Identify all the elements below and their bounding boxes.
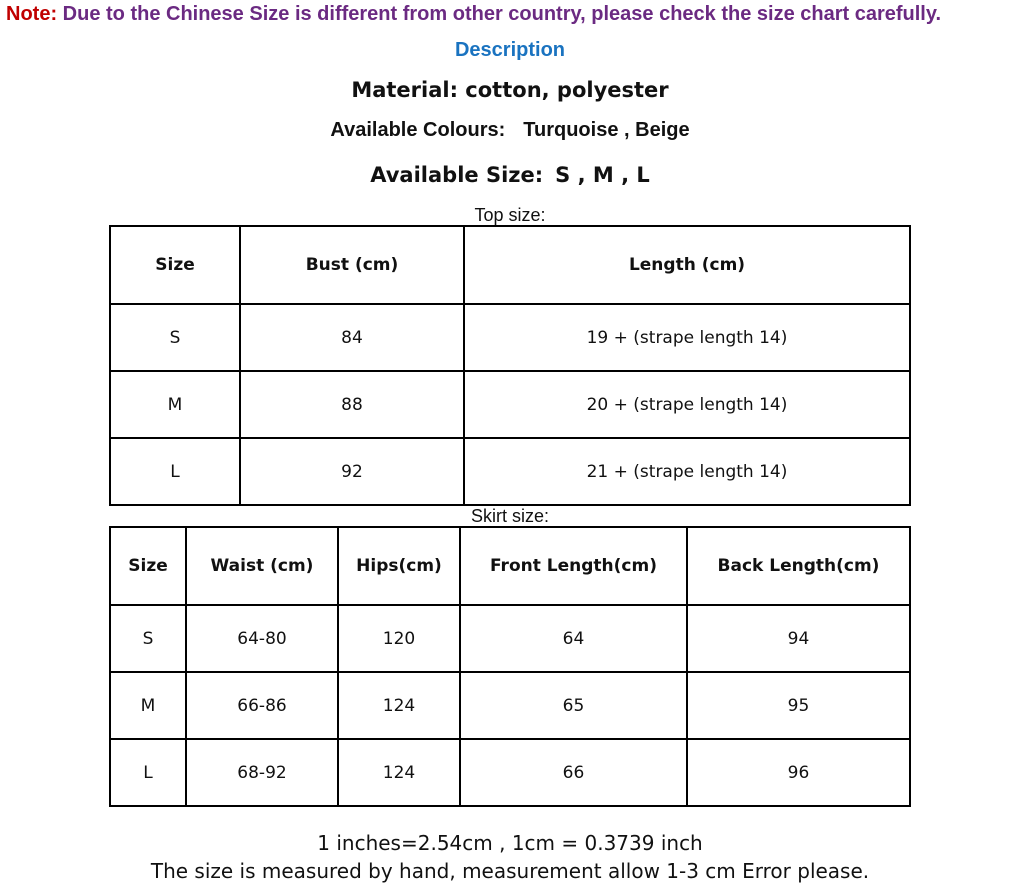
skirt-size-table	[109, 526, 911, 807]
material-line: Material: cotton, polyester	[351, 78, 669, 102]
table-cell: 65	[460, 672, 687, 739]
table-cell: 92	[240, 438, 464, 505]
size-value: S , M , L	[555, 163, 650, 187]
table-row	[110, 438, 910, 505]
table-cell: S	[110, 605, 186, 672]
note-label: Note:	[6, 3, 58, 25]
column-header: Front Length(cm)	[460, 527, 687, 605]
column-header: Bust (cm)	[240, 226, 464, 304]
table-row	[110, 739, 910, 806]
column-header: Size	[110, 527, 186, 605]
table-row	[110, 605, 910, 672]
table-cell: 95	[687, 672, 910, 739]
size-note	[6, 2, 1026, 26]
table-cell: 120	[338, 605, 460, 672]
description-title: Description	[454, 39, 566, 61]
column-header: Hips(cm)	[338, 527, 460, 605]
colours-line	[0, 118, 1020, 142]
column-header: Waist (cm)	[186, 527, 338, 605]
table-cell: 96	[687, 739, 910, 806]
table-cell: 124	[338, 739, 460, 806]
table-cell: L	[110, 739, 186, 806]
table-cell: 64	[460, 605, 687, 672]
table-cell: M	[110, 672, 186, 739]
size-label: Available Size:	[370, 163, 544, 187]
table-cell: 94	[687, 605, 910, 672]
note-text: Due to the Chinese Size is different from other country, please check the size chart carefully.	[62, 3, 942, 25]
table-cell: 21 + (strape length 14)	[464, 438, 910, 505]
skirt-size-caption: Skirt size:	[470, 506, 549, 526]
table-row	[110, 371, 910, 438]
conversion-note: 1 inches=2.54cm , 1cm = 0.3739 inch	[317, 831, 703, 855]
table-row	[110, 304, 910, 371]
table-cell: 20 + (strape length 14)	[464, 371, 910, 438]
table-cell: 66-86	[186, 672, 338, 739]
table-cell: S	[110, 304, 240, 371]
table-cell: 64-80	[186, 605, 338, 672]
colours-label: Available Colours:	[330, 119, 506, 141]
table-cell: 66	[460, 739, 687, 806]
table-cell: L	[110, 438, 240, 505]
table-row	[110, 672, 910, 739]
colours-value: Turquoise , Beige	[523, 119, 690, 141]
table-cell: 84	[240, 304, 464, 371]
table-header-row	[110, 527, 910, 605]
available-size-line	[0, 162, 1020, 188]
top-size-caption: Top size:	[474, 205, 546, 225]
table-cell: 68-92	[186, 739, 338, 806]
table-header-row	[110, 226, 910, 304]
table-cell: 19 + (strape length 14)	[464, 304, 910, 371]
top-size-table	[109, 225, 911, 506]
tolerance-note: The size is measured by hand, measurement allow 1-3 cm Error please.	[150, 859, 870, 883]
table-cell: 88	[240, 371, 464, 438]
table-cell: M	[110, 371, 240, 438]
column-header: Length (cm)	[464, 226, 910, 304]
table-cell: 124	[338, 672, 460, 739]
column-header: Back Length(cm)	[687, 527, 910, 605]
column-header: Size	[110, 226, 240, 304]
